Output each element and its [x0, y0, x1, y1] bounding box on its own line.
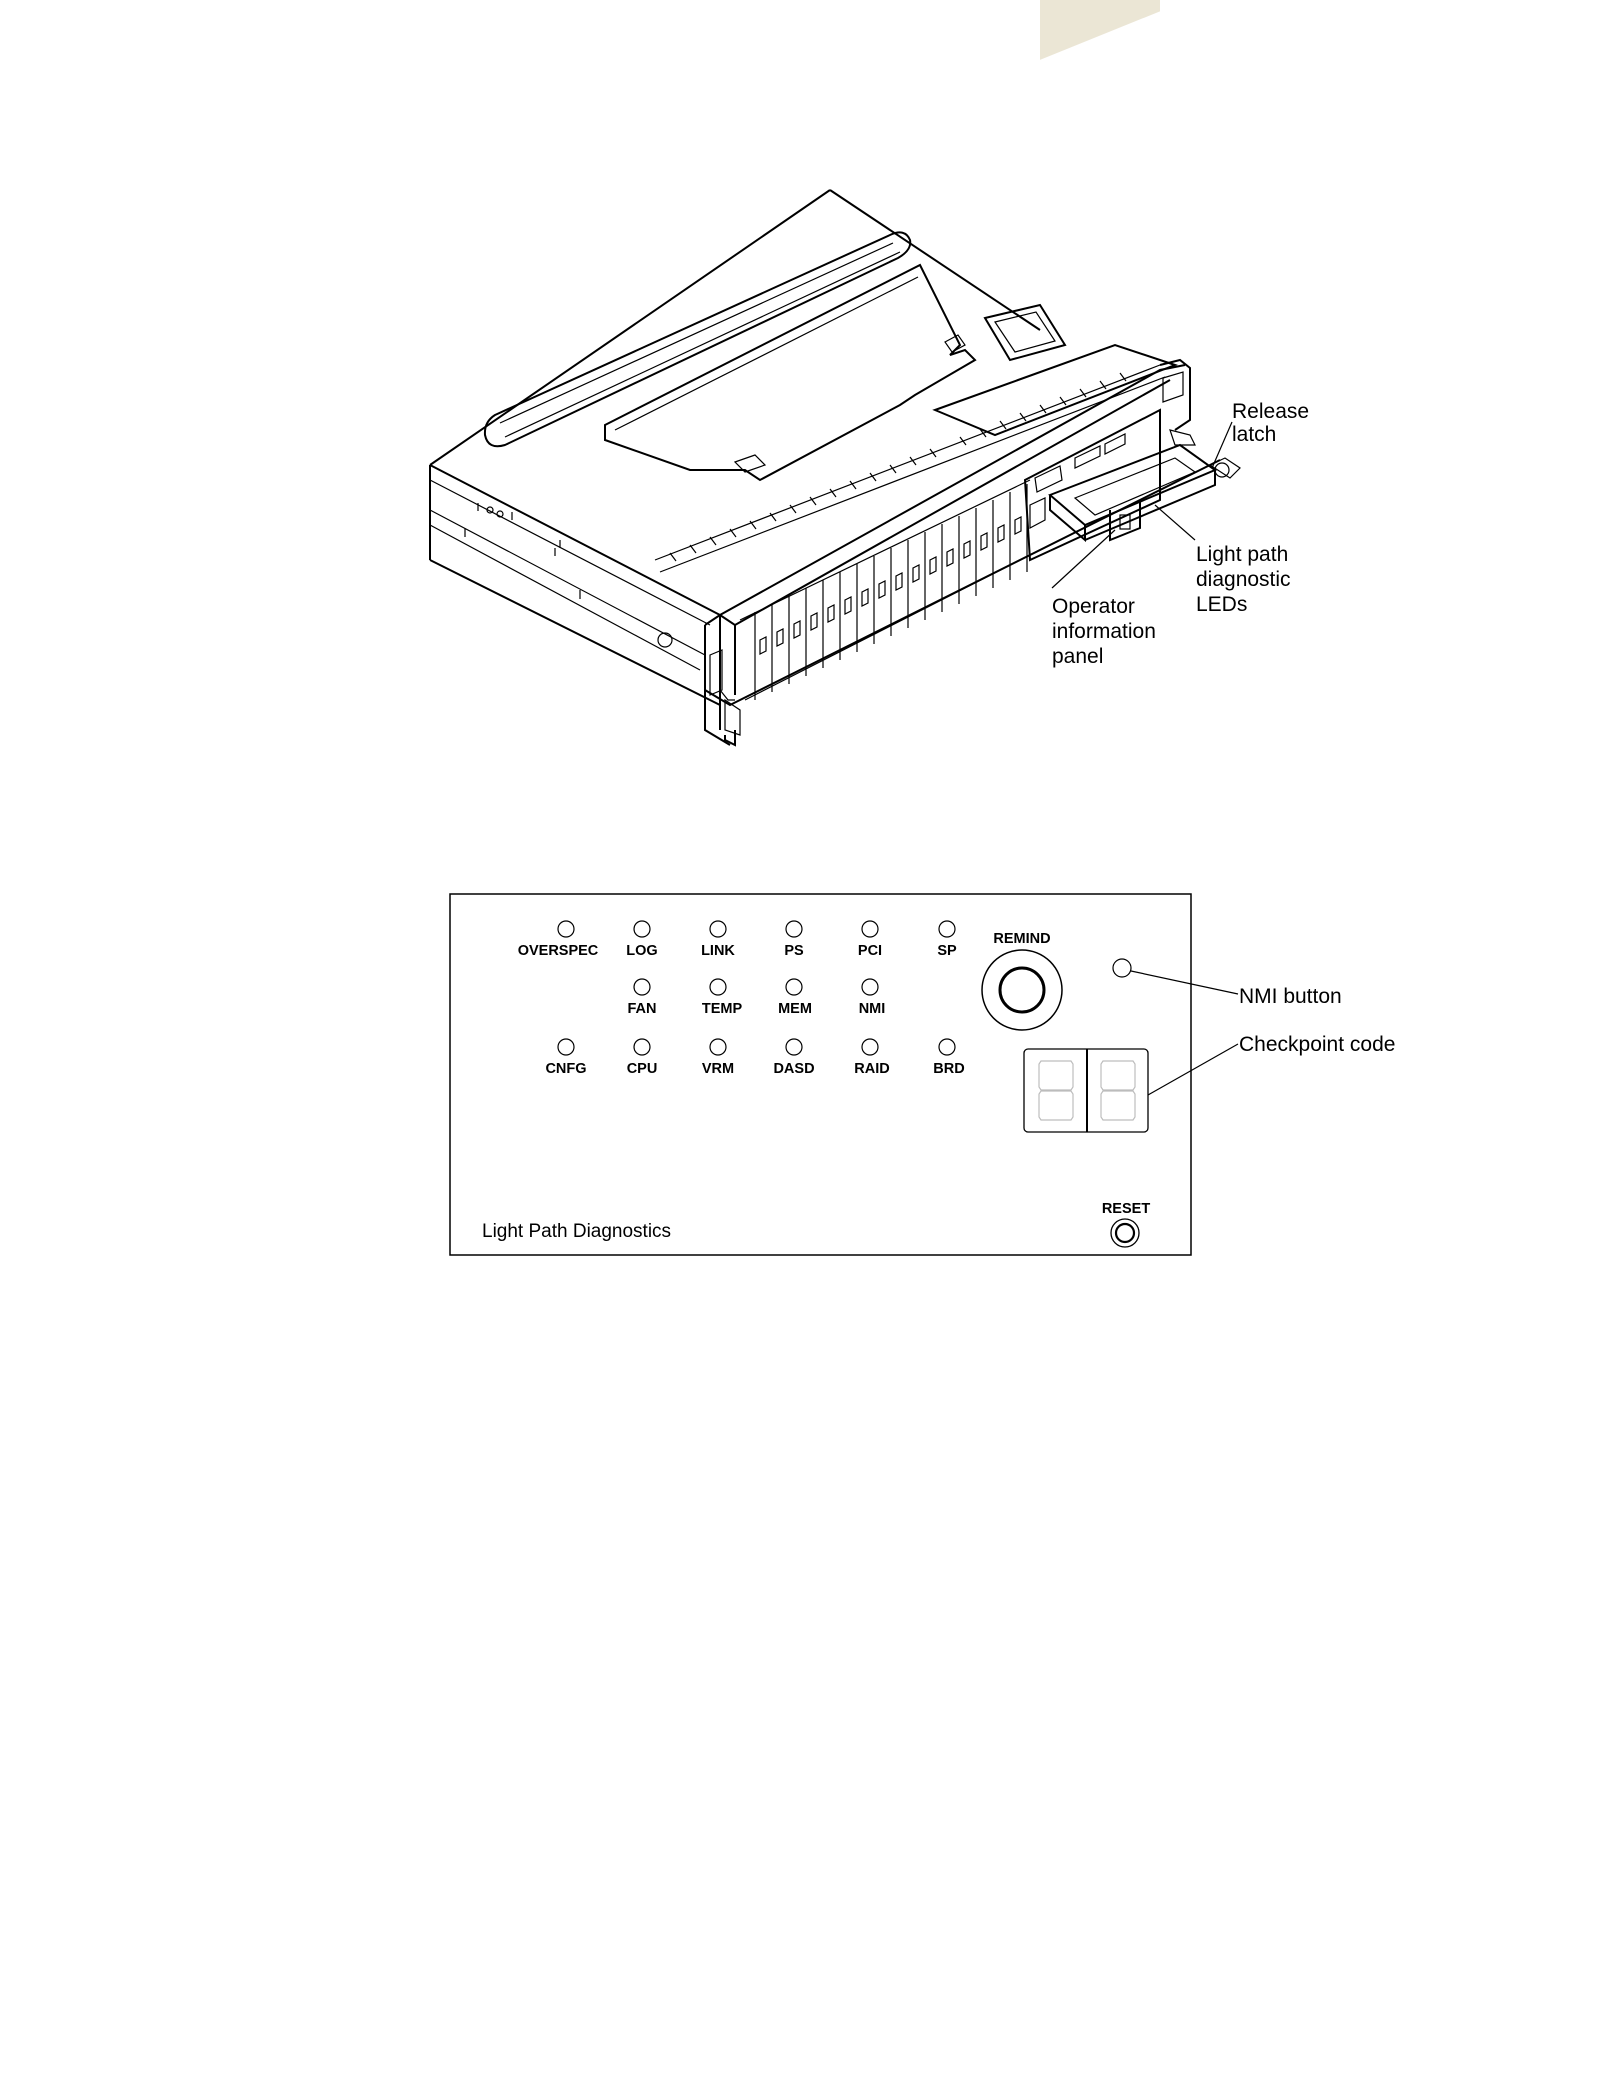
led-fan — [634, 979, 650, 995]
led-cpu — [634, 1039, 650, 1055]
led-link — [710, 921, 726, 937]
checkpoint-code-callout: Checkpoint code — [1239, 1033, 1396, 1056]
led-label-dasd: DASD — [773, 1061, 815, 1077]
led-label-overspec: OVERSPEC — [517, 943, 599, 959]
led-label-pci: PCI — [857, 943, 883, 959]
led-brd — [939, 1039, 955, 1055]
led-cnfg — [558, 1039, 574, 1055]
stipple-region — [1040, 0, 1160, 60]
led-vrm — [710, 1039, 726, 1055]
led-raid — [862, 1039, 878, 1055]
reset-label: RESET — [1101, 1201, 1151, 1217]
led-label-cnfg: CNFG — [545, 1061, 587, 1077]
led-temp — [710, 979, 726, 995]
checkpoint-leader-line — [1148, 1044, 1238, 1095]
led-overspec — [558, 921, 574, 937]
led-ps — [786, 921, 802, 937]
release-latch-callout: Release latch — [1232, 400, 1310, 446]
led-label-raid: RAID — [854, 1061, 890, 1077]
led-label-brd: BRD — [933, 1061, 965, 1077]
nmi-leader-line — [1131, 971, 1238, 994]
remind-button[interactable] — [982, 950, 1062, 1030]
led-label-nmi: NMI — [858, 1001, 886, 1017]
operator-panel-callout: Operator information panel — [1052, 595, 1156, 668]
led-mem — [786, 979, 802, 995]
remind-label: REMIND — [993, 931, 1051, 947]
led-label-mem: MEM — [778, 1001, 812, 1017]
panel-title: Light Path Diagnostics — [482, 1221, 672, 1242]
led-row-1 — [518, 921, 957, 959]
led-log — [634, 921, 650, 937]
led-label-link: LINK — [701, 943, 735, 959]
nmi-button-callout: NMI button — [1239, 985, 1342, 1008]
led-label-cpu: CPU — [626, 1061, 658, 1077]
led-sp — [939, 921, 955, 937]
led-label-sp: SP — [937, 943, 957, 959]
led-row-2 — [628, 979, 886, 1017]
led-label-temp: TEMP — [701, 1001, 743, 1017]
led-nmi — [862, 979, 878, 995]
led-dasd — [786, 1039, 802, 1055]
led-row-3 — [545, 1039, 964, 1077]
led-label-fan: FAN — [627, 1001, 657, 1017]
led-pci — [862, 921, 878, 937]
reset-button[interactable] — [1111, 1219, 1139, 1247]
led-label-vrm: VRM — [701, 1061, 735, 1077]
nmi-button[interactable] — [1113, 959, 1131, 977]
led-label-ps: PS — [784, 943, 804, 959]
checkpoint-code-display — [1024, 1049, 1148, 1132]
led-label-log: LOG — [626, 943, 658, 959]
light-path-leds-callout: Light path diagnostic LEDs — [1196, 543, 1291, 616]
